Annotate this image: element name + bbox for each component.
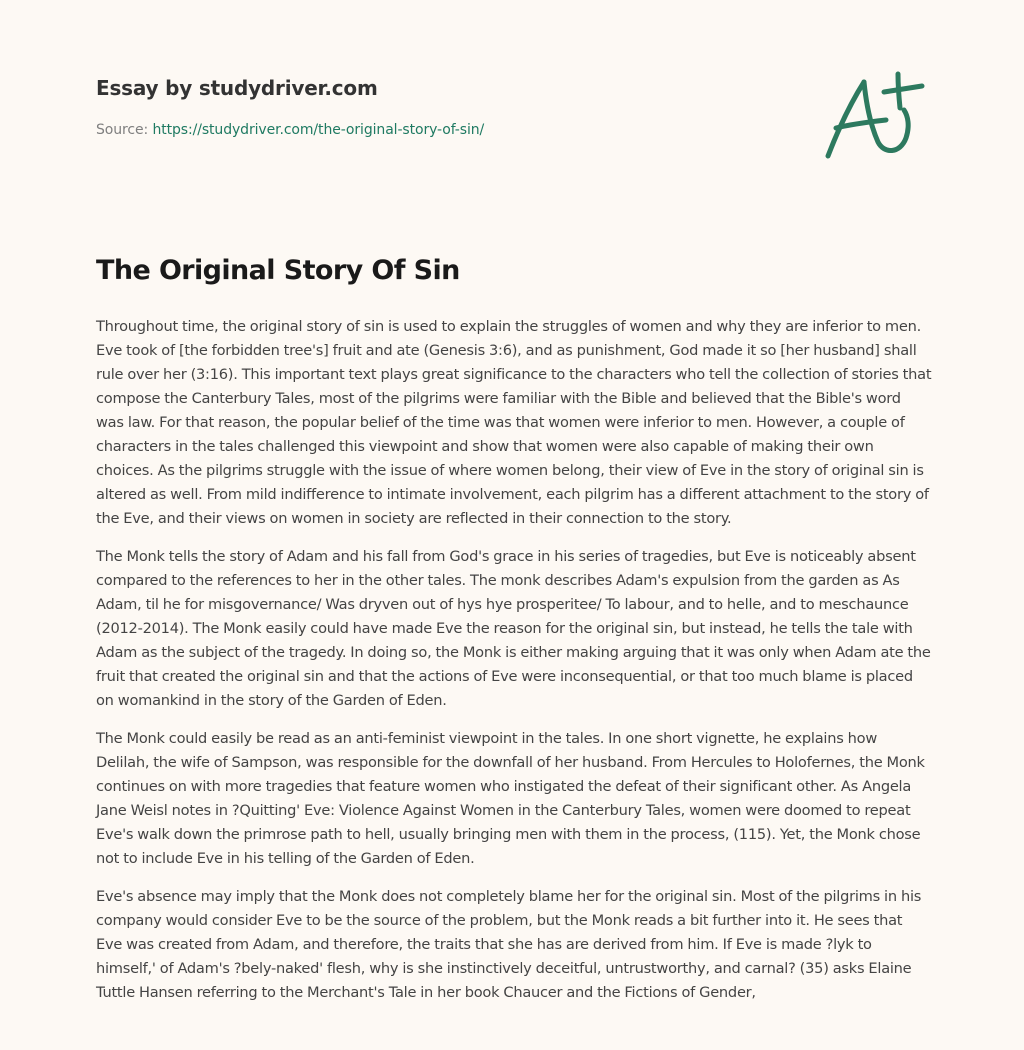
source-line [96,122,796,138]
source-link[interactable]: https://studydriver.com/the-original-story-of-sin/ [152,122,485,138]
site-title: Essay by studydriver.com [96,76,378,100]
document-title: The Original Story Of Sin [96,255,460,286]
source-label: Source: [96,122,149,138]
page-header [96,76,796,138]
paragraph: The Monk tells the story of Adam and his fall from God's grace in his series of tragedies, but Eve is noticeably absent compared to the references to her in the other tales. The monk describes Adam's expulsion from the garden as As Adam, til he for misgovernance/ Was dryven out of hys hye prosperitee/ To labour, and to helle, and to meschaunce (2012-2014). The Monk easily could have made Eve the reason for the original sin, but instead, he tells the tale with Adam as the subject of the tragedy. In doing so, the Monk is either making arguing that it was only when Adam ate the fruit that created the original sin and that the actions of Eve were inconsequential, or that too much blame is placed on womankind in the story of the Garden of Eden. [96,548,931,709]
a-plus-grade-icon [822,68,928,164]
paragraph: The Monk could easily be read as an anti-feminist viewpoint in the tales. In one short vignette, he explains how Delilah, the wife of Sampson, was responsible for the downfall of her husband. From Hercules to Holofernes, the Monk continues on with more tragedies that feature women who instigated the defeat of their significant other. As Angela Jane Weisl notes in ?Quitting' Eve: Violence Against Women in the Canterbury Tales, women were doomed to repeat Eve's walk down the primrose path to hell, usually bringing men with them in the process, (115). Yet, the Monk chose not to include Eve in his telling of the Garden of Eden. [96,730,925,867]
essay-body [96,315,932,1019]
paragraph: Eve's absence may imply that the Monk does not completely blame her for the original sin. Most of the pilgrims in his company would consider Eve to be the source of the problem, but the Monk reads a bit further into it. He sees that Eve was created from Adam, and therefore, the traits that she has are derived from him. If Eve is made ?lyk to himself,' of Adam's ?bely-naked' flesh, why is she instinctively deceitful, untrustworthy, and carnal? (35) asks Elaine Tuttle Hansen referring to the Merchant's Tale in her book Chaucer and the Fictions of Gender, [96,888,922,1001]
paragraph: Throughout time, the original story of sin is used to explain the struggles of women and why they are inferior to men. Eve took of [the forbidden tree's] fruit and ate (Genesis 3:6), and as punishment, God made it so [her husband] shall rule over her (3:16). This important text plays great significance to the characters who tell the collection of stories that compose the Canterbury Tales, most of the pilgrims were familiar with the Bible and believed that the Bible's word was law. For that reason, the popular belief of the time was that women were inferior to men. However, a couple of characters in the tales challenged this viewpoint and show that women were also capable of making their own choices. As the pilgrims struggle with the issue of where women belong, their view of Eve in the story of original sin is altered as well. From mild indifference to intimate involvement, each pilgrim has a different attachment to the story of the Eve, and their views on women in society are reflected in their connection to the story. [96,318,932,527]
